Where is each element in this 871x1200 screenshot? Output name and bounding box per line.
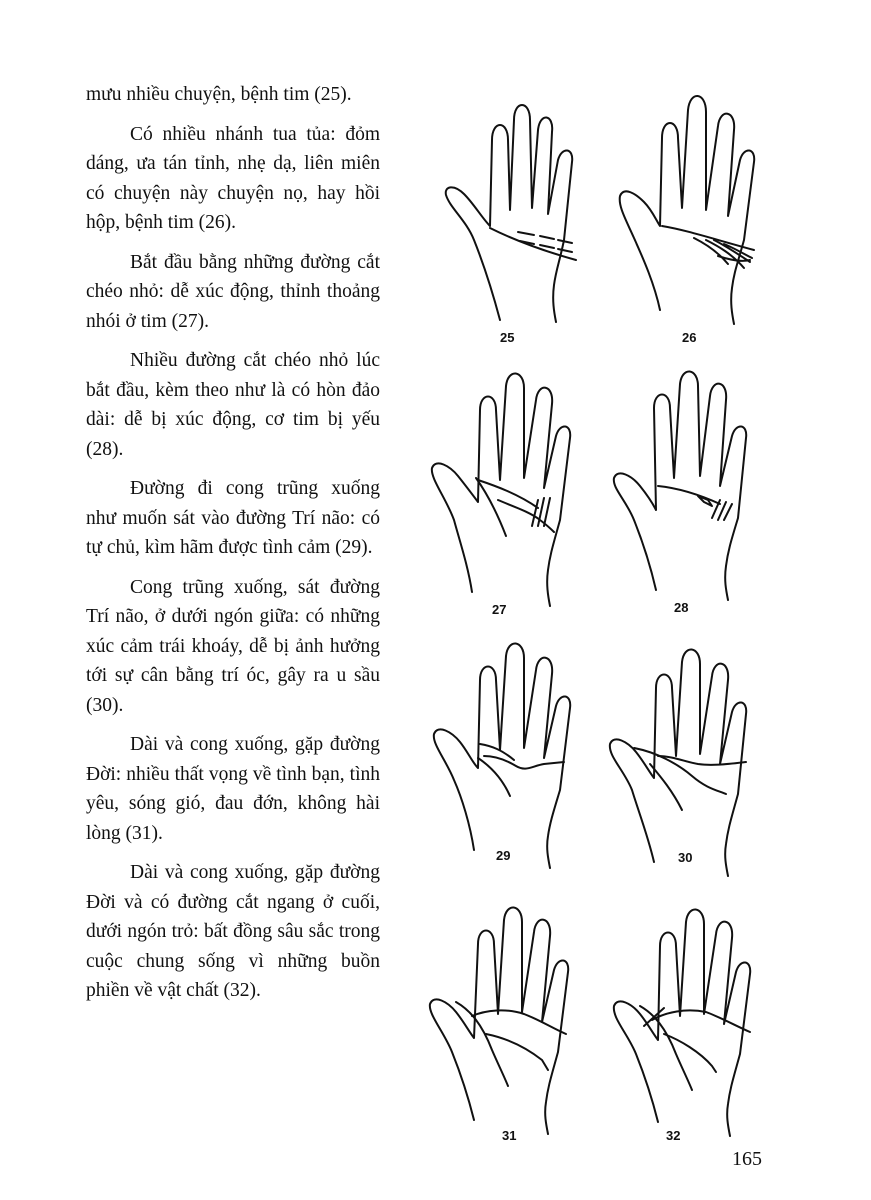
paragraph-4: Nhiều đường cắt chéo nhỏ lúc bắt đầu, kèm theo như là có hòn đảo dài: dễ bị xúc động, cơ tim bị yếu (28). [86, 350, 380, 460]
figure-label-31: 31 [502, 1128, 517, 1143]
figure-label-30: 30 [678, 850, 693, 865]
body-text [86, 80, 380, 1016]
palm-figure-28 [602, 360, 772, 615]
page-number: 165 [732, 1148, 762, 1170]
palm-figure-25 [430, 90, 600, 345]
palm-figure-27 [426, 370, 596, 620]
paragraph-8: Dài và cong xuống, gặp đường Đời và có đường cắt ngang ở cuối, dưới ngón trỏ: bất đồng sâu sắc trong cuộc chung sống vì những buồn phiền về vật chất (32). [86, 862, 380, 1001]
paragraph-6: Cong trũng xuống, sát đường Trí não, ở dưới ngón giữa: có những xúc cảm trái khoáy, dễ bị ảnh hưởng tới sự cân bằng trí óc, gây ra u sầu (30). [86, 576, 380, 716]
paragraph-2: Có nhiều nhánh tua tủa: đỏm dáng, ưa tán tỉnh, nhẹ dạ, liên miên có chuyện này chuyện nọ, hay hồi hộp, bệnh tim (26). [86, 123, 380, 233]
palm-figure-26 [610, 90, 780, 345]
figure-label-27: 27 [492, 602, 507, 617]
figure-label-25: 25 [500, 330, 515, 345]
paragraph-5: Đường đi cong trũng xuống như muốn sát vào đường Trí não: có tự chủ, kìm hãm được tình cảm (29). [86, 478, 380, 558]
paragraph-3: Bắt đầu bằng những đường cắt chéo nhỏ: dễ xúc động, thỉnh thoảng nhói ở tim (27). [86, 251, 380, 332]
paragraph-7: Dài và cong xuống, gặp đường Đời: nhiều thất vọng về tình bạn, tình yêu, sóng gió, đau đớn, không hài lòng (31). [86, 734, 380, 844]
palm-figures [410, 80, 790, 1143]
paragraph-1: mưu nhiều chuyện, bệnh tim (25). [86, 84, 352, 105]
figure-label-28: 28 [674, 600, 689, 615]
figure-label-26: 26 [682, 330, 697, 345]
figure-label-32: 32 [666, 1128, 681, 1143]
figure-label-29: 29 [496, 848, 511, 863]
palm-figure-29 [426, 640, 596, 890]
palm-figure-31 [424, 900, 594, 1150]
palm-figure-32 [604, 900, 774, 1150]
palm-figure-30 [602, 640, 772, 890]
